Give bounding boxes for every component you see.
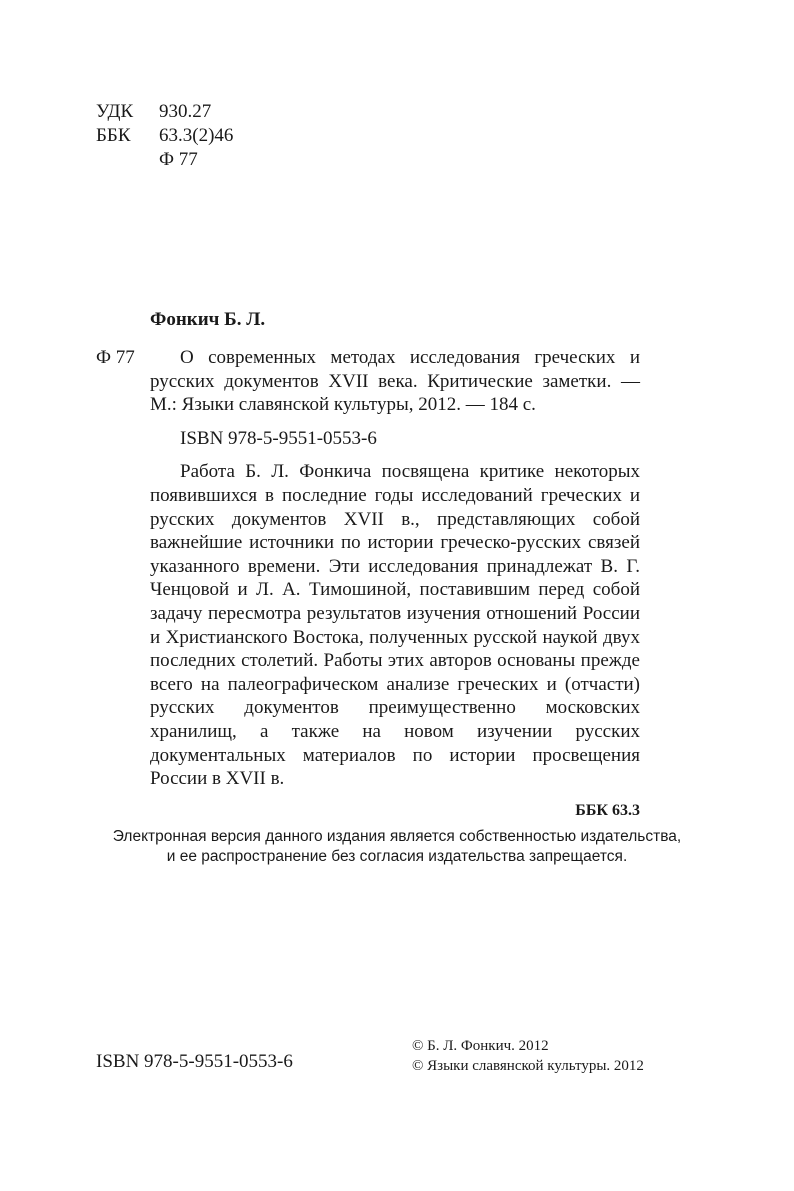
rights-notice-line-1: Электронная версия данного издания является собственностью издательства, <box>112 828 682 845</box>
copyright-publisher: © Языки славянской культуры. 2012 <box>412 1058 644 1074</box>
copyright-author: © Б. Л. Фонкич. 2012 <box>412 1038 549 1054</box>
catalog-entry <box>150 346 640 822</box>
bibliographic-description: О современных методах исследования греческих и русских документов XVII века. Критические заметки. — М.: Языки славянской культуры, 2012. — 184 с. <box>150 347 640 416</box>
classification-codes <box>96 100 233 172</box>
abstract: Работа Б. Л. Фонкича посвящена критике некоторых появившихся в последние годы исследований греческих и русских документов XVII в., представляющих собой важнейшие источники по истории греческо-русских связей указанного времени. Эти исследования принадлежат В. Г. Ченцовой и Л. А. Тимошиной, поставившим перед собой задачу пересмотра результатов изучения отношений России и Христианского Востока, полученных русской наукой двух последних столетий. Работы этих авторов основаны прежде всего на палеографическом анализе греческих и (отчасти) русских документов преимущественно московских хранилищ, а также на новом изучении русских документальных материалов по истории просвещения России в XVII в. <box>150 461 640 790</box>
udk-label: УДК <box>96 101 134 122</box>
entry-isbn: ISBN 978-5-9551-0553-6 <box>180 427 377 449</box>
cutter-row <box>96 148 233 172</box>
bbk-value: 63.3(2)46 <box>159 125 234 146</box>
copyright-block <box>412 1036 644 1076</box>
udk-row <box>96 100 233 124</box>
entry-cutter: Ф 77 <box>96 347 135 368</box>
bbk-row <box>96 124 233 148</box>
udk-value: 930.27 <box>159 101 212 122</box>
footer-isbn: ISBN 978-5-9551-0553-6 <box>96 1051 293 1072</box>
rights-notice-line-2: и ее распространение без согласия издательства запрещается. <box>166 848 628 865</box>
author-heading: Фонкич Б. Л. <box>150 309 266 330</box>
bbk-short: ББК 63.3 <box>575 801 640 819</box>
rights-notice <box>80 827 714 867</box>
cutter-code: Ф 77 <box>159 149 198 170</box>
bbk-label: ББК <box>96 125 131 146</box>
